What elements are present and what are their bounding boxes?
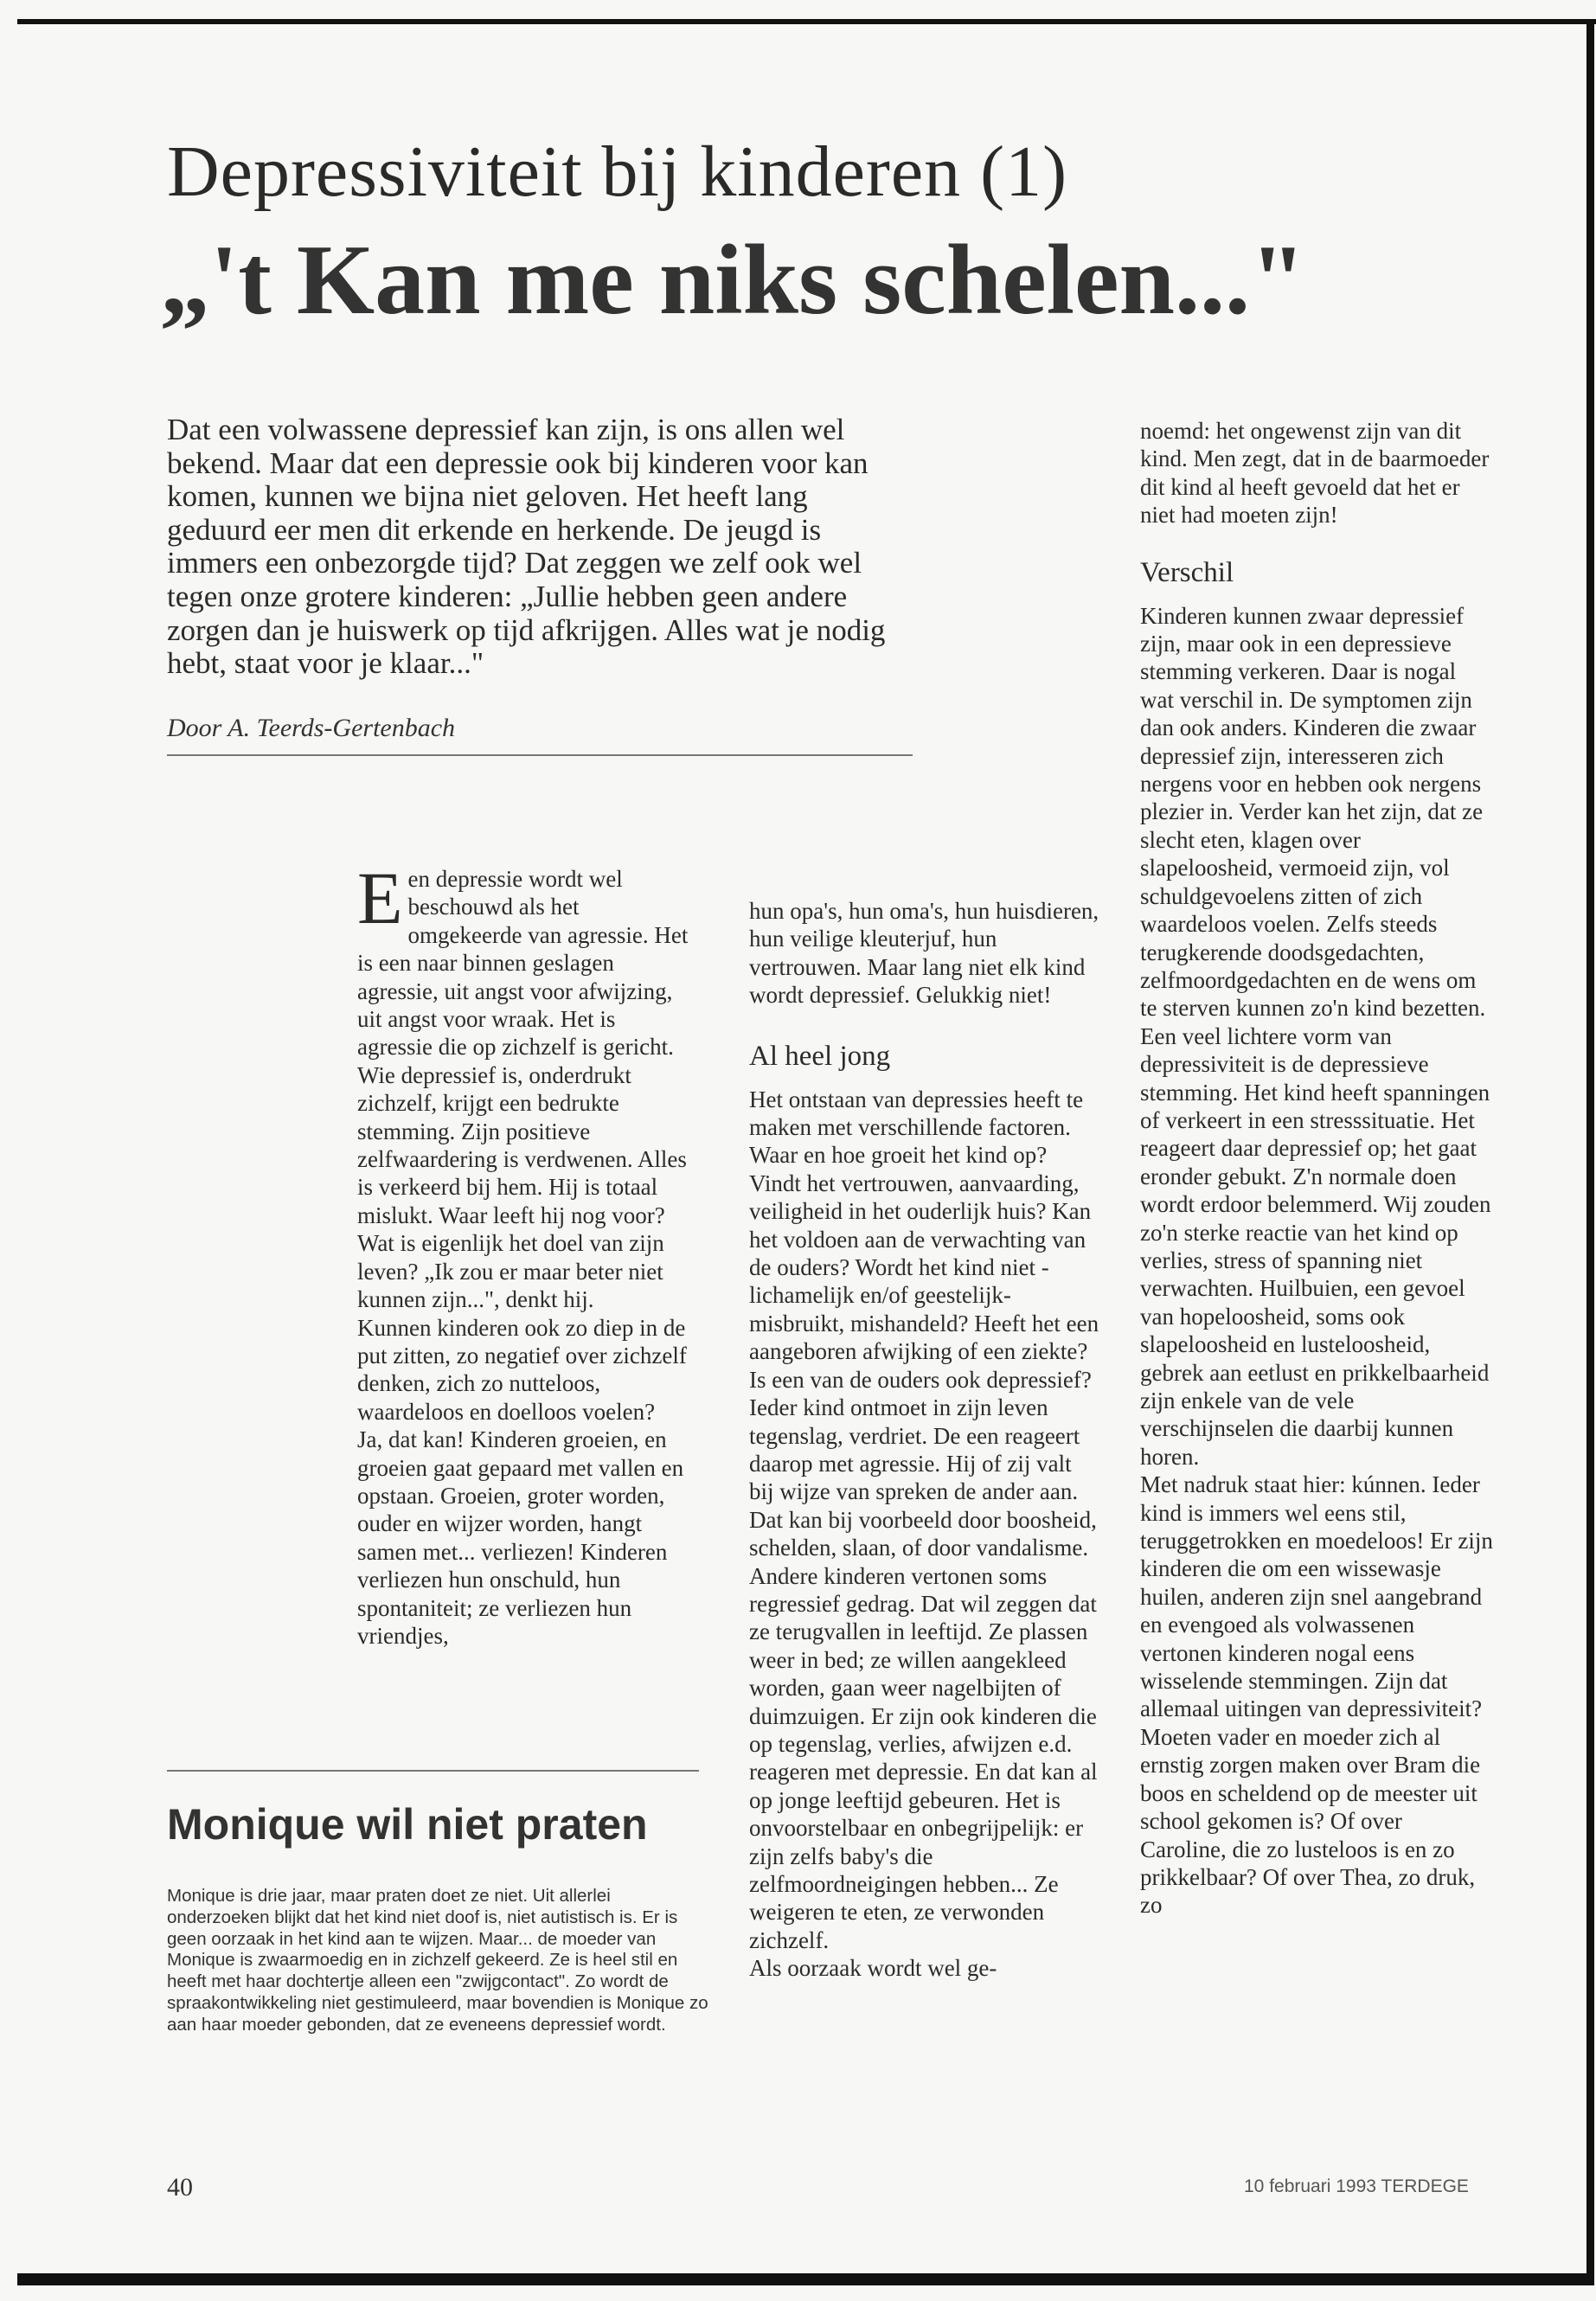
- column1-paragraph-2: Kunnen kinderen ook zo diep in de put zitten, zo negatief over zichzelf denken, zich zo nutteloos, waardeloos en doelloos voelen?: [357, 1314, 687, 1425]
- body-column-3: [1140, 417, 1493, 1920]
- page-frame-bottom: [17, 2273, 1594, 2285]
- column1-paragraph-1: [357, 856, 695, 1314]
- page-number: 40: [167, 2173, 193, 2202]
- body-column-1: [357, 856, 695, 1650]
- article-main-title: „'t Kan me niks schelen...": [160, 225, 1306, 336]
- column1-paragraph-1-text: en depressie wordt wel beschouwd als het omgekeerde van agressie. Het is een naar binnen geslagen agressie, uit angst voor afwijzing, uit angst voor wraak. Het is agressie die op zichzelf is gericht. Wie depressief is, onderdrukt zichzelf, krijgt een bedrukte stemming. Zijn positieve zelfwaardering is verdwenen. Alles is verkeerd bij hem. Hij is totaal mislukt. Waar leeft hij nog voor? Wat is eigenlijk het doel van zijn leven? „Ik zou er maar beter niet kunnen zijn...", denkt hij.: [357, 866, 689, 1313]
- drop-cap: E: [357, 856, 403, 939]
- column2-paragraph-1: hun opa's, hun oma's, hun huisdieren, hun veilige kleuterjuf, hun vertrouwen. Maar lang niet elk kind wordt depressief. Gelukkig niet!: [749, 898, 1099, 1009]
- article-intro: Dat een volwassene depressief kan zijn, is ons allen wel bekend. Maar dat een depressie ook bij kinderen voor kan komen, kunnen we bijna niet geloven. Het heeft lang geduurd eer men dit erkende en herkende. De jeugd is immers een onbezorgde tijd? Dat zeggen we zelf ook wel tegen onze grotere kinderen: „Jullie hebben geen andere zorgen dan je huiswerk op tijd afkrijgen. Alles wat je nodig hebt, staat voor je klaar...": [167, 413, 886, 681]
- byline-divider: [167, 754, 913, 756]
- section-heading-verschil: Verschil: [1140, 556, 1234, 588]
- column3-paragraph-1: noemd: het ongewenst zijn van dit kind. Men zegt, dat in de baarmoeder dit kind al heeft gevoeld dat het er niet had moeten zijn!: [1140, 418, 1490, 529]
- column3-paragraph-3: Een veel lichtere vorm van depressiviteit is de depressieve stemming. Het kind heeft spanningen of verkeert in een stresssituatie. Het reageert daar depressief op; het gaat eronder gebukt. Z'n normale doen wordt erdoor belemmerd. Wij zouden zo'n sterke reactie van het kind op verlies, stress of spanning niet verwachten. Huilbuien, een gevoel van hopeloosheid, soms ook slapeloosheid en lusteloosheid, gebrek aan eetlust en prikkelbaarheid zijn enkele van de vele verschijnselen die daarbij kunnen horen.: [1140, 1022, 1491, 1470]
- column1-paragraph-3: Ja, dat kan! Kinderen groeien, en groeien gaat gepaard met vallen en opstaan. Groeien, groter worden, ouder en wijzer worden, hangt samen met... verliezen! Kinderen verliezen hun onschuld, hun spontaniteit; ze verliezen hun vriendjes,: [357, 1426, 684, 1649]
- issue-footer: 10 februari 1993 TERDEGE: [1244, 2176, 1469, 2196]
- column2-paragraph-3: Ieder kind ontmoet in zijn leven tegenslag, verdriet. De een reageert daarop met agressie. Hij of zij valt bij wijze van spreken de ander aan. Dat kan bij voorbeeld door boosheid, schelden, slaan, of door vandalisme. Andere kinderen vertonen soms regressief gedrag. Dat wil zeggen dat ze terugvallen in leeftijd. Ze plassen weer in bed; ze willen aangekleed worden, gaan weer nagelbijten of duimzuigen. Er zijn ook kinderen die op tegenslag, verlies, afwijzen e.d. reageren met depressie. En dat kan al op jonge leeftijd gebeuren. Het is onvoorstelbaar en onbegrijpelijk: er zijn zelfs baby's die zelfmoordneigingen hebben... Ze weigeren te eten, ze verwonden zichzelf.: [749, 1394, 1098, 1953]
- column3-paragraph-2: Kinderen kunnen zwaar depressief zijn, maar ook in een depressieve stemming verkeren. Daar is nogal wat verschil in. De symptomen zijn dan ook anders. Kinderen die zwaar depressief zijn, interesseren zich nergens voor en hebben ook nergens plezier in. Verder kan het zijn, dat ze slecht eten, klagen over slapeloosheid, vermoeid zijn, vol schuldgevoelens zitten of zich waardeloos voelen. Zelfs steeds terugkerende doodsgedachten, zelfmoordgedachten en de wens om te sterven kunnen zo'n kind bezetten.: [1140, 602, 1486, 1022]
- page-frame-right: [1586, 19, 1594, 2285]
- body-column-2: [749, 897, 1099, 1983]
- column2-paragraph-4: Als oorzaak wordt wel ge-: [749, 1955, 997, 1982]
- article-kicker-title: Depressiviteit bij kinderen (1): [167, 131, 1068, 212]
- sidebar-title: Monique wil niet praten: [167, 1800, 648, 1849]
- column3-paragraph-4: Met nadruk staat hier: kúnnen. Ieder kind is immers wel eens stil, teruggetrokken en moedeloos! Er zijn kinderen die om een wissewasje huilen, anderen zijn snel aangebrand en evengoed als volwassenen vertonen kinderen nogal eens wisselende stemmingen. Zijn dat allemaal uitingen van depressiviteit? Moeten vader en moeder zich al ernstig zorgen maken over Bram die boos en scheldend op de meester uit school gekomen is? Of over Caroline, die zo lusteloos is en zo prikkelbaar? Of over Thea, zo druk, zo: [1140, 1471, 1493, 1919]
- page-frame-top: [17, 19, 1596, 24]
- section-heading-al-heel-jong: Al heel jong: [749, 1040, 891, 1072]
- article-byline: Door A. Teerds-Gertenbach: [167, 714, 456, 742]
- column2-paragraph-2: Het ontstaan van depressies heeft te maken met verschillende factoren. Waar en hoe groeit het kind op? Vindt het vertrouwen, aanvaarding, veiligheid in het ouderlijk huis? Kan het voldoen aan de verwachting van de ouders? Wordt het kind niet -lichamelijk en/of geestelijk- misbruikt, mishandeld? Heeft het een aangeboren afwijking of een ziekte? Is een van de ouders ook depressief?: [749, 1086, 1099, 1393]
- sidebar-text: Monique is drie jaar, maar praten doet ze niet. Uit allerlei onderzoeken blijkt dat het kind niet doof is, niet autistisch is. Er is geen oorzaak in het kind aan te wijzen. Maar... de moeder van Monique is zwaarmoedig en in zichzelf gekeerd. Ze is heel stil en heeft met haar dochtertje alleen een "zwijgcontact". Zo wordt de spraakontwikkeling niet gestimuleerd, maar bovendien is Monique zo aan haar moeder gebonden, dat ze eveneens depressief wordt.: [167, 1886, 708, 2035]
- sidebar-divider: [167, 1770, 699, 1772]
